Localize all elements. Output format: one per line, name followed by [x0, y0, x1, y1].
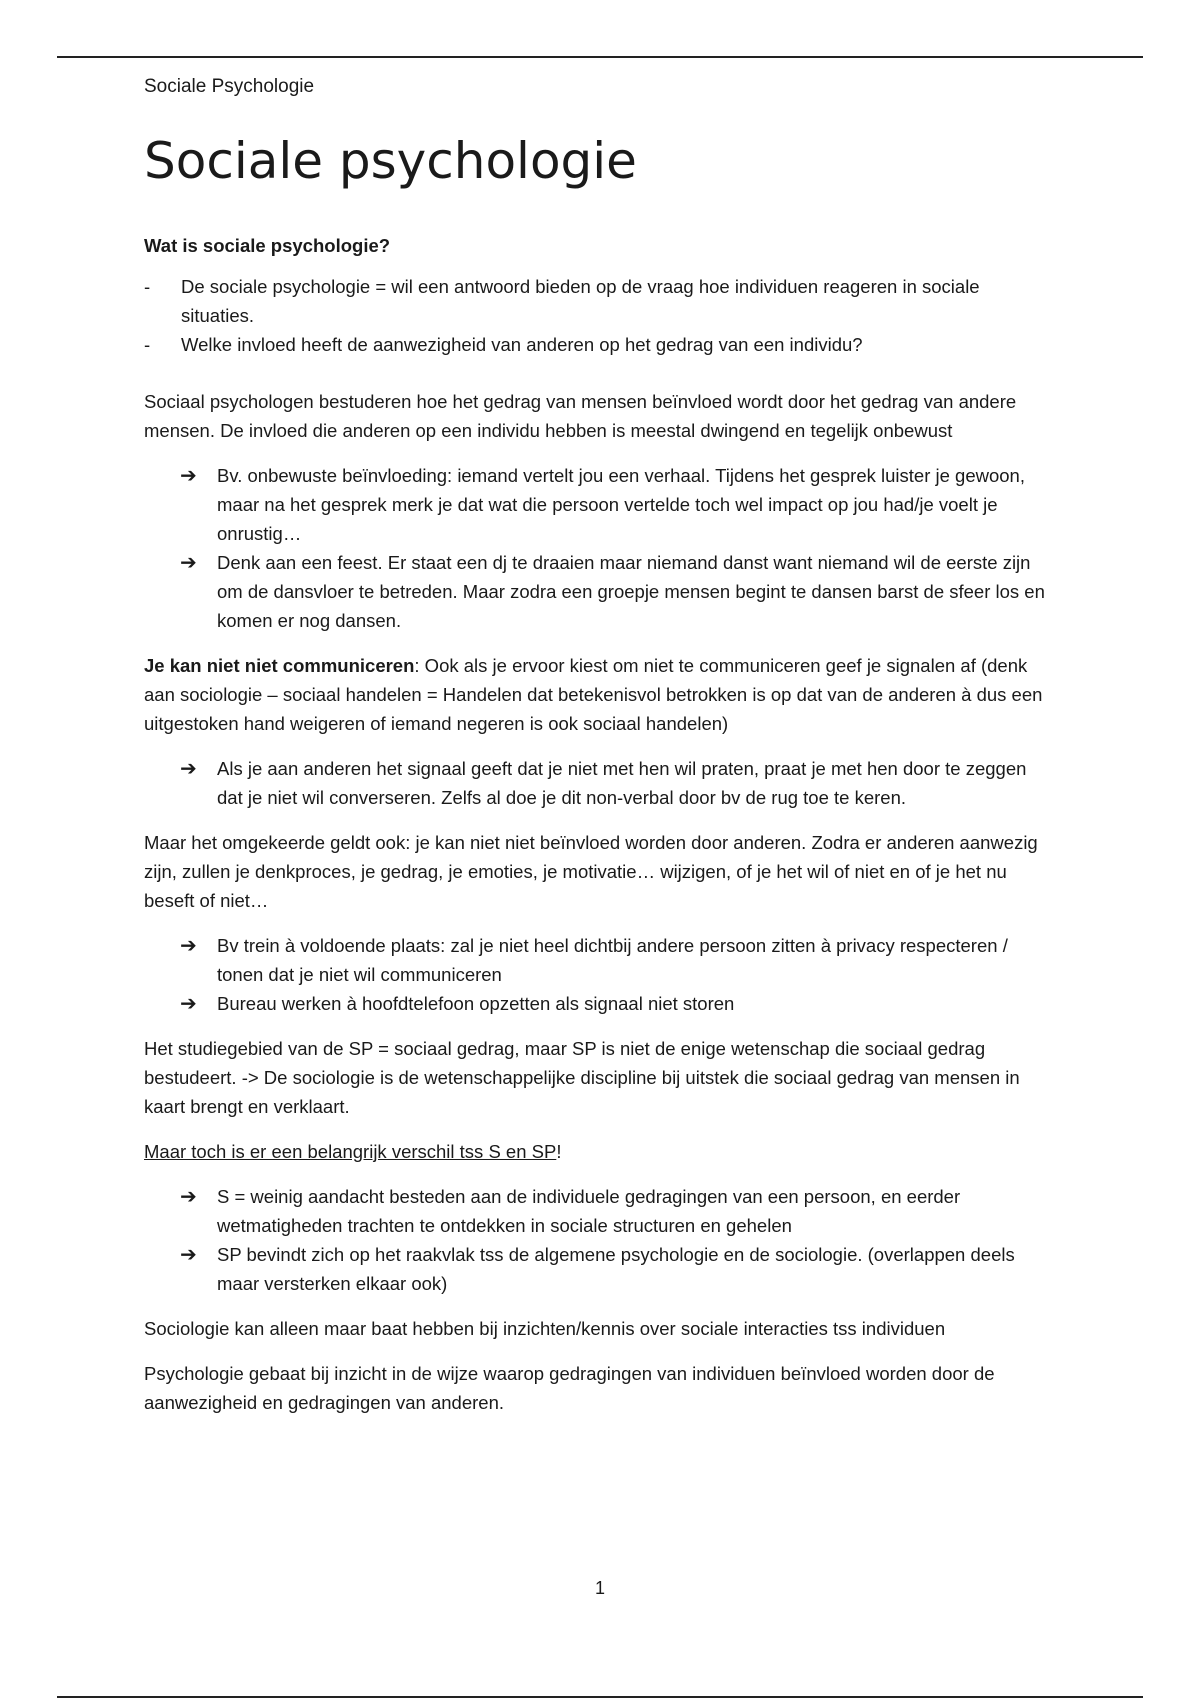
document-page [144, 72, 1050, 1433]
arrow-list [144, 1182, 1050, 1298]
paragraph: Sociologie kan alleen maar baat hebben bij inzichten/kennis over sociale interacties tss individuen [144, 1318, 946, 1339]
paragraph: Het studiegebied van de SP = sociaal gedrag, maar SP is niet de enige wetenschap die sociaal gedrag bestudeert. -> De sociologie is de wetenschappelijke discipline bij uitstek die sociaal gedrag van mensen in kaart brengt en verklaart. [144, 1038, 1020, 1117]
arrow-icon: ➔ [180, 1184, 197, 1208]
arrow-icon: ➔ [180, 463, 197, 487]
paragraph: Sociaal psychologen bestuderen hoe het gedrag van mensen beïnvloed wordt door het gedrag van andere mensen. De invloed die anderen op een individu hebben is meestal dwingend en tegelijk onbewust [144, 391, 1017, 441]
running-header: Sociale Psychologie [144, 76, 315, 97]
dash-list [144, 272, 1050, 359]
arrow-list [144, 931, 1050, 1018]
list-item: ➔ Bv. onbewuste beïnvloeding: iemand vertelt jou een verhaal. Tijdens het gesprek luister je gewoon, maar na het gesprek merk je dat wat die persoon vertelde toch wel impact op jou had/je voelt je onrustig… [180, 463, 1025, 544]
list-item: ➔ S = weinig aandacht besteden aan de individuele gedragingen van een persoon, en eerder wetmatigheden trachten te ontdekken in sociale structuren en gehelen [180, 1184, 961, 1236]
arrow-list [144, 461, 1050, 635]
arrow-list [144, 754, 1050, 812]
page-number: 1 [594, 1578, 605, 1598]
document-title: Sociale psychologie [144, 132, 637, 190]
list-item: ➔ Bv trein à voldoende plaats: zal je niet heel dichtbij andere persoon zitten à privacy respecteren / tonen dat je niet wil communiceren [180, 933, 1008, 985]
arrow-icon: ➔ [180, 991, 197, 1015]
list-item: ➔ SP bevindt zich op het raakvlak tss de algemene psychologie en de sociologie. (overlappen deels maar versterken elkaar ook) [180, 1242, 1015, 1294]
list-item: - De sociale psychologie = wil een antwoord bieden op de vraag hoe individuen reageren in sociale situaties. [144, 272, 1050, 330]
emphasis: Je kan niet niet communiceren [144, 655, 415, 676]
arrow-icon: ➔ [180, 756, 197, 780]
dash-bullet: - [144, 334, 151, 355]
paragraph: Je kan niet niet communiceren: Ook als je ervoor kiest om niet te communiceren geef je signalen af (denk aan sociologie – sociaal handelen = Handelen dat betekenisvol betrokken is op dat van de anderen à dus een uitgestoken hand weigeren of iemand negeren is ook sociaal handelen) [144, 655, 1043, 734]
list-item: - Welke invloed heeft de aanwezigheid van anderen op het gedrag van een individu? [144, 330, 1050, 359]
list-item: ➔ Denk aan een feest. Er staat een dj te draaien maar niemand danst want niemand wil de eerste zijn om de dansvloer te betreden. Maar zodra een groepje mensen begint te dansen barst de sfeer los en komen er nog dansen. [180, 550, 1045, 631]
paragraph: Maar het omgekeerde geldt ook: je kan niet niet beïnvloed worden door anderen. Zodra er anderen aanwezig zijn, zullen je denkproces, je gedrag, je emoties, je motivatie… wijzigen, of je het wil of niet en of je het nu beseft of niet… [144, 832, 1038, 911]
header-rule [57, 56, 1143, 58]
list-item: ➔ Als je aan anderen het signaal geeft dat je niet met hen wil praten, praat je met hen door te zeggen dat je niet wil converseren. Zelfs al doe je dit non-verbal door bv de rug toe te keren. [180, 756, 1027, 808]
footer-rule [57, 1696, 1143, 1698]
paragraph: Maar toch is er een belangrijk verschil tss S en SP! [144, 1141, 562, 1162]
arrow-icon: ➔ [180, 1242, 197, 1266]
underlined-text: Maar toch is er een belangrijk verschil tss S en SP [144, 1141, 557, 1162]
section-question: Wat is sociale psychologie? [144, 235, 391, 256]
arrow-icon: ➔ [180, 933, 197, 957]
list-item: ➔ Bureau werken à hoofdtelefoon opzetten als signaal niet storen [180, 989, 1050, 1018]
dash-bullet: - [144, 276, 151, 297]
arrow-icon: ➔ [180, 550, 197, 574]
paragraph: Psychologie gebaat bij inzicht in de wijze waarop gedragingen van individuen beïnvloed worden door de aanwezigheid en gedragingen van anderen. [144, 1363, 995, 1413]
